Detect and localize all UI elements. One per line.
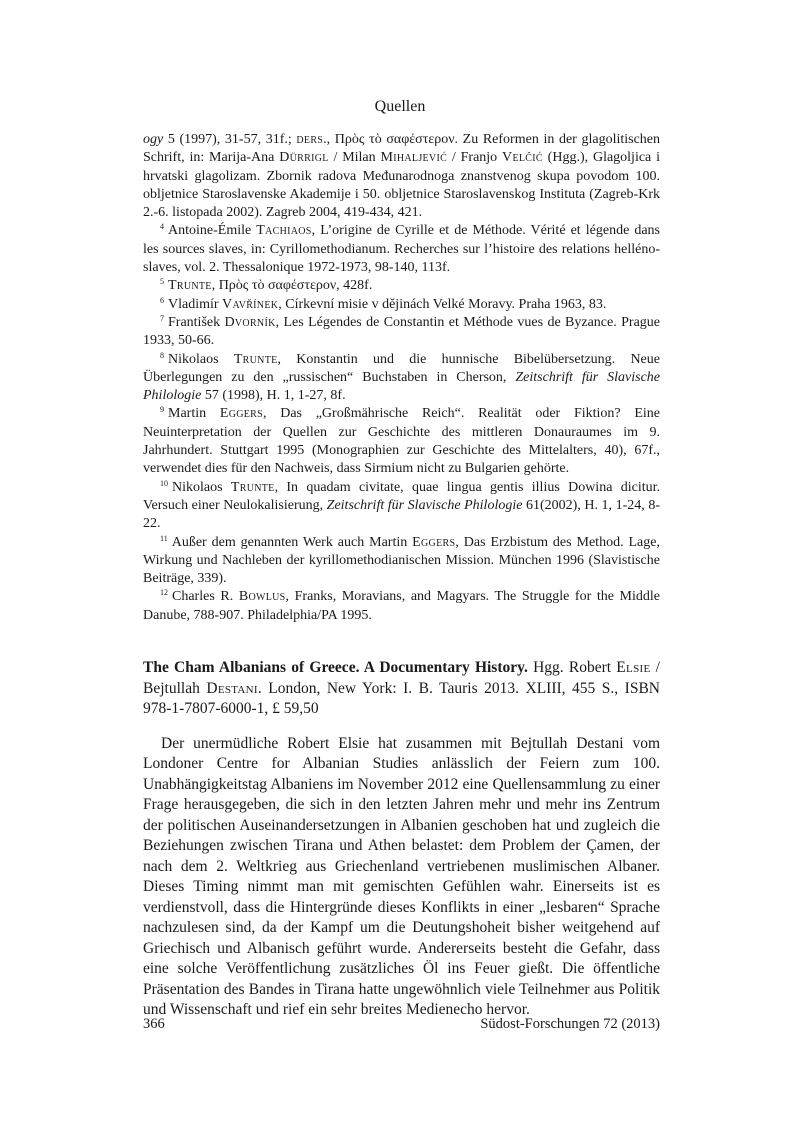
footnote-continuation: ogy 5 (1997), 31-57, 31f.; ders., Πρὸς τὸ σαφέστερον. Zu Reformen in der glagolitischen Schrift, in: Marija-Ana Dürrigl / Milan Mihaljević / Franjo Velčić (Hgg.), Glagoljica i hrvatski glagolizam. Zbornik radova Međunarodnoga znanstvenog skupa povodom 100. obljetnice Staroslavenske Akademije i 50. obljetnice Staroslavenskog Instituta (Zagreb-Krk 2.-6. listopada 2002). Zagreb 2004, 419-434, 421. bbox=[143, 132, 661, 221]
footnote-12: $^{12}$ Charles R. Bowlus, Franks, Moravians, and Magyars. The Struggle for the Middle Danube, 788-907. Philadelphia/PA 1995. bbox=[143, 588, 660, 623]
page-number: 366 bbox=[143, 1016, 165, 1032]
footnote-7: $^7$ František Dvorník, Les Légendes de Constantin et Méthode vues de Byzance. Prague 1933, 50-66. bbox=[143, 313, 660, 349]
footnote-5: $^5$ Trunte, Πρὸς τὸ σαφέστερον, 428f. bbox=[160, 277, 373, 294]
footnote-11: $^{11}$ Außer dem genannten Werk auch Martin Eggers, Das Erzbistum des Method. Lage, Wirkung und Nachleben der kyrillomethodianischen Mission. München 1996 (Slavistische Beiträge, 339). bbox=[143, 533, 660, 587]
review-body: Der unermüdliche Robert Elsie hat zusammen mit Bejtullah Destani vom Londoner Centre for Albanian Studies anlässlich der Feiern zum 100. Unabhängigkeitstag Albaniens im November 2012 eine Quellensammlung zu einer Frage herausgegeben, die sich in den letzten Jahren mehr und mehr ins Zentrum der politischen Auseinandersetzungen in Albanien geschoben hat und zugleich die Beziehungen zwischen Tirana und Athen belastet: dem Problem der Çamen, der nach dem 2. Weltkrieg aus Griechenland vertriebenen muslimischen Albaner. Dieses Timing nimmt man mit gemischten Gefühlen wahr. Einerseits ist es verdienstvoll, dass die Hintergründe dieses Konflikts in einer „lesbaren“ Sprache nachzulesen sind, da der Kampf um die Deutungshoheit bisher weitgehend auf Griechisch und Albanisch geführt wurde. Andererseits besteht die Gefahr, dass eine solche Veröffentlichung zusätzliches Öl ins Feuer gießt. Die öffentliche Präsentation des Bandes in Tirana hatte ungewöhnlich viele Teilnehmer aus Politik und Wissenschaft und rief ein sehr breites Medienecho hervor. bbox=[143, 734, 660, 1018]
footnote-10: $^{10}$ Nikolaos Trunte, In quadam civitate, quae lingua gentis illius Dowina dicitur. Versuch einer Neulokalisierung, Zeitschrift für Slavische Philologie 61(2002), H. 1, 1-24, 8-22. bbox=[143, 478, 660, 532]
running-header: Quellen bbox=[374, 98, 426, 115]
journal-citation: Südost-Forschungen 72 (2013) bbox=[480, 1016, 660, 1032]
footnote-9: $^9$ Martin Eggers, Das „Großmährische Reich“. Realität oder Fiktion? Eine Neuinterpretation der Quellen zur Geschichte des mittleren Donauraumes im 9. Jahrhundert. Stuttgart 1995 (Monographien zur Geschichte des Mittelalters, 40), 67f., verwendet dies für den Nachweis, dass Sirmium nicht zu Bulgarien gehörte. bbox=[143, 405, 660, 477]
book-review bbox=[143, 658, 660, 1021]
review-citation: The Cham Albanians of Greece. A Documentary History. Hgg. Robert Elsie / Bejtullah Destani. London, New York: I. B. Tauris 2013. XLIII, 455 S., ISBN 978-1-7807-6000-1, £ 59,50 bbox=[143, 659, 660, 717]
review-title: The Cham Albanians of Greece. A Documentary History. bbox=[143, 659, 528, 676]
footnote-8: $^8$ Nikolaos Trunte, Konstantin und die hunnische Bibelübersetzung. Neue Überlegungen zu den „russischen“ Buchstaben in Cherson, Zeitschrift für Slavische Philologie 57 (1998), H. 1, 1-27, 8f. bbox=[143, 350, 661, 404]
footnotes bbox=[143, 131, 660, 625]
footnote-6: $^6$ Vladimír Vavřínek, Církevní misie v dějinách Velké Moravy. Praha 1963, 83. bbox=[160, 295, 607, 312]
footnote-4: $^4$ Antoine-Émile Tachiaos, L’origine de Cyrille et de Méthode. Vérité et légende dans les sources slaves, in: Cyrillomethodianum. Recherches sur l’histoire des relations helléno-slaves, vol. 2. Thessalonique 1972-1973, 98-140, 113f. bbox=[143, 222, 660, 276]
